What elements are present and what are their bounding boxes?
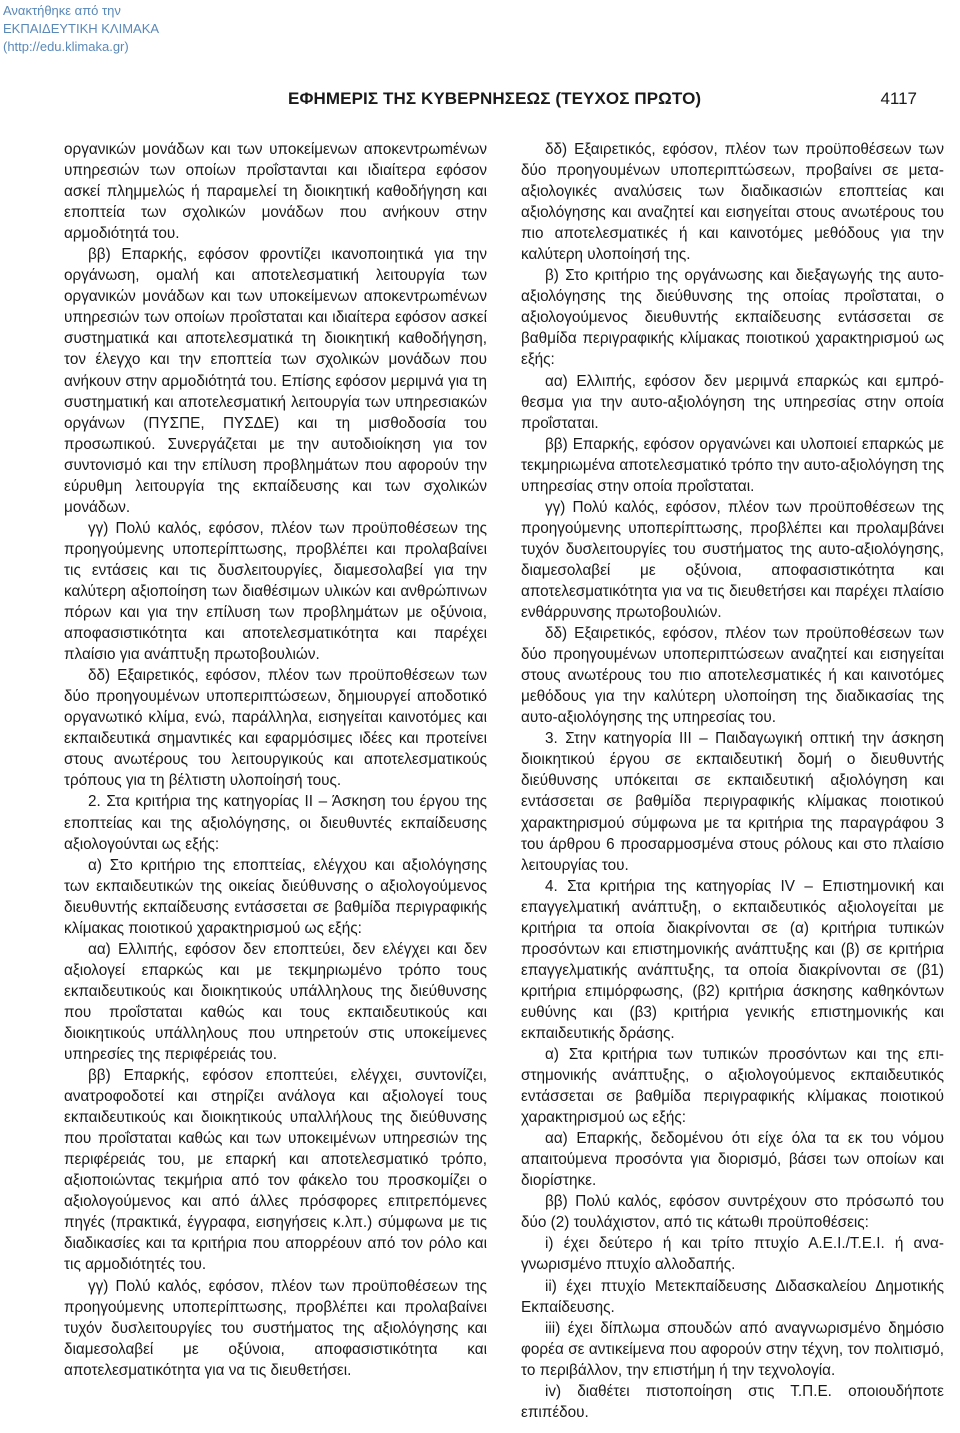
paragraph: iv) διαθέτει πιστοποίηση στις Τ.Π.Ε. οποιουδήποτε επιπέδου. [521, 1382, 944, 1421]
paragraph: οργανικών μονάδων και των υποκείμενων αποκεντρωmένων υπηρεσιών των οποίων προΐστανται και ιδιαίτερα εφόσον ασκεί πλημμελώς ή παραμελεί τη διοικητική καθοδήγηση και εποπτεία των σχολικών μονάδων που ανήκουν στην αρμοδιότητά του. [64, 141, 487, 243]
paragraph: ββ) Επαρκής, εφόσον εποπτεύει, ελέγχει, συντονίζει, ανατροφοδοτεί και στηρίζει ανάλογα και αξιολογεί τους εκπαιδευτικούς και διοικητικούς υπαλλήλους της διεύθυνσης που προΐσταται καθώς και των υποκειμένων υπηρεσιών της περιφέρειάς του, με επαρκή και αποτελεσματικό τρόπο, αξιοποιώντας τεκμήρια από τον φάκελο του προσκομίζει ο αξιολογούμενος και από άλλες πρόσφορες επιτρεπόμενες πηγές (πρακτικά, έγγραφα, εισηγήσεις κ.λπ.) σύμφωνα με τις διαδικασίες και τα κριτήρια που απορρέουν από τον ρόλο και τις αρμοδιότητές του. [64, 1067, 487, 1274]
paragraph: αα) Ελλιπής, εφόσον δεν μεριμνά επαρκώς και εμπρόθεσμα για την αυτο-αξιολόγηση της υπηρεσίας στην οποία προΐσταται. [521, 372, 944, 432]
paragraph: α) Στα κριτήρια των τυπικών προσόντων και της επιστημονικής ανάπτυξης, ο αξιολογούμενος εκπαιδευτικός εντάσσεται σε βαθμίδα περιγραφικής κλίμακας ποιοτικού χαρακτηρισμού ως εξής: [521, 1046, 944, 1127]
paragraph: iii) έχει δίπλωμα σπουδών από αναγνωρισμένο δημόσιο φορέα σε αντικείμενα που αφορούν στην τέχνη, τον πολιτισμό, το περιβάλλον, την επιστήμη ή την τεχνολογία. [521, 1319, 944, 1379]
source-watermark [3, 2, 159, 56]
gazette-title: ΕΦΗΜΕΡΙΣ ΤΗΣ ΚΥΒΕΡΝΗΣΕΩΣ (ΤΕΥΧΟΣ ΠΡΩΤΟ) [288, 89, 702, 108]
left-text-column [64, 139, 487, 1381]
paragraph: ββ) Επαρκής, εφόσον οργανώνει και υλοποιεί επαρκώς με τεκμηριωμένα αποτελεσματικό τρόπο την αυτο-αξιολόγηση της υπηρεσίας στην οποία προΐσταται. [521, 435, 944, 495]
paragraph: δδ) Εξαιρετικός, εφόσον, πλέον των προϋποθέσεων των δύο προηγουμένων υποπεριπτώσεων, δημιουργεί αποδοτικό οργανωτικό κλίμα, ενώ, παράλληλα, εισηγείται καινοτόμες και εκπαιδευτικά σημαντικές και εφαρμόσιμες ιδέες και προτείνει στους ανωτέρους του λειτουργικούς και αποτελεσματικούς τρόπους για τη βέλτιστη υλοποίησή τους. [64, 667, 487, 790]
paragraph: δδ) Εξαιρετικός, εφόσον, πλέον των προϋποθέσεων των δύο προηγουμένων υποπεριπτώσεων αναζητεί και εισηγείται στους ανωτέρους του πιο αποτελεσματικές ή και καινοτόμες μεθόδους για την καλύτερη υλοποίηση της διαδικασίας της αυτο-αξιολόγησης της υπηρεσίας του. [521, 625, 944, 727]
page-number: 4117 [880, 89, 917, 108]
paragraph: ii) έχει πτυχίο Μετεκπαίδευσης Διδασκαλείου Δημοτικής Εκπαίδευσης. [521, 1277, 944, 1316]
paragraph: 4. Στα κριτήρια της κατηγορίας IV – Επιστημονική και επαγγελματική ανάπτυξη, ο εκπαιδευτικός αξιολογείται με κριτήρια τα οποία διακρίνονται σε (α) κριτήρια τυπικών προσόντων και επιστημονικής ανάπτυξης και (β) σε κριτήρια επαγγελματικής ανάπτυξης, τα οποία διακρίνονται σε (β1) κριτήρια επιμόρφωσης, (β2) κριτήρια άσκησης καθηκόντων ευθύνης και (β3) κριτήρια γενικής επιστημονικής και εκπαιδευτικής δράσης. [521, 877, 944, 1042]
paragraph: γγ) Πολύ καλός, εφόσον, πλέον των προϋποθέσεων της προηγούμενης υποπερίπτωσης, προβλέπει και προλαμβάνει τυχόν δυσλειτουργίες του συστήματος της αυτο-αξιολόγησης, διαμεσολαβεί με οξύνοια, αποφασιστικότητα και αποτελεσματικότητα για να τις διευθετήσει και παρέχει πλαίσιο ενθάρρυνσης πρωτοβουλιών. [521, 498, 944, 622]
page-header [64, 89, 917, 117]
paragraph: β) Στο κριτήριο της οργάνωσης και διεξαγωγής της αυτο-αξιολόγησης της διεύθυνσης της οποίας προΐσταται, ο αξιολογούμενος διευθυντής εκπαίδευσης εντάσσεται σε βαθμίδα περιγραφικής κλίμακας ποιοτικού χαρακτηρισμού ως εξής: [521, 267, 944, 369]
paragraph: i) έχει δεύτερο ή και τρίτο πτυχίο Α.Ε.Ι./Τ.Ε.Ι. ή αναγνωρισμένο πτυχίο αλλοδαπής. [521, 1235, 944, 1274]
paragraph: δδ) Εξαιρετικός, εφόσον, πλέον των προϋποθέσεων των δύο προηγουμένων υποπεριπτώσεων, προβαίνει σε μετα-αξιολογικές αναλύσεις των διαδικασιών εποπτείας και αξιολόγησης και αναζητεί και εισηγείται στους ανωτέρους του πιο αποτελεσματικές ή και καινοτόμες μεθόδους για την καλύτερη υλοποίησή της. [521, 141, 944, 264]
watermark-line-url[interactable]: (http://edu.klimaka.gr) [3, 39, 129, 54]
paragraph: 3. Στην κατηγορία ΙΙΙ – Παιδαγωγική οπτική την άσκηση διοικητικού έργου σε εκπαιδευτική δομή ο διευθυντής διεύθυνσης υπόκειται σε εκπαιδευτική αξιολόγηση και εντάσσεται σε βαθμίδα περιγραφικής κλίμακας ποιοτικού χαρακτηρισμού σύμφωνα με τα κριτήρια της παραγράφου 3 του άρθρου 6 προσαρμοσμένα στους ρόλους και στο πλαίσιο λειτουργίας του. [521, 730, 944, 874]
paragraph: γγ) Πολύ καλός, εφόσον, πλέον των προϋποθέσεων της προηγούμενης υποπερίπτωσης, προβλέπει και προλαβαίνει τις εντάσεις και τις δυσλειτουργίες, διαμεσολαβεί για την καλύτερη αξιοποίηση των διαθέσιμων υλικών και ανθρώπινων πόρων και για την επίλυση των προβλημάτων με οξύνοια, αποφασιστικότητα και αποτελεσματικότητα και παρέχει πλαίσιο για ανάπτυξη πρωτοβουλιών. [64, 519, 487, 664]
paragraph: ββ) Επαρκής, εφόσον φροντίζει ικανοποιητικά για την οργάνωση, ομαλή και αποτελεσματική λειτουργία των οργανικών μονάδων και των υποκείμενων αποκεντρωmένων υπηρεσιών των οποίων προΐσταται και ιδιαίτερα εφόσον ασκεί συστηματικά και αποτελεσματικά τη διοικητική καθοδήγηση, τον έλεγχο και την εποπτεία των σχολικών μονάδων που ανήκουν στην αρμοδιότητά του. Επίσης εφόσον μεριμνά για τη συστηματική και αποτελεσματική λειτουργία των υπηρεσιακών οργάνων (ΠΥΣΠΕ, ΠΥΣΔΕ) και τη μισθοδοσία του προσωπικού. Συνεργάζεται με την αυτοδιοίκηση για τον συντονισμό και την επίλυση προβλημάτων που αφορούν την εύρυθμη λειτουργία της εκπαίδευσης και των σχολικών μονάδων. [64, 246, 487, 516]
right-text-column [521, 139, 944, 1423]
paragraph: ββ) Πολύ καλός, εφόσον συντρέχουν στο πρόσωπό του δύο (2) τουλάχιστον, από τις κάτωθι προϋποθέσεις: [521, 1193, 944, 1232]
paragraph: α) Στο κριτήριο της εποπτείας, ελέγχου και αξιολόγησης των εκπαιδευτικών της οικείας διεύθυνσης ο αξιολογούμενος διευθυντής εκπαίδευσης εντάσσεται σε βαθμίδα περιγραφικής κλίμακας ποιοτικού χαρακτηρισμού ως εξής: [64, 856, 487, 937]
watermark-line-site-name: ΕΚΠΑΙΔΕΥΤΙΚΗ ΚΛΙΜΑΚΑ [3, 21, 160, 36]
paragraph: γγ) Πολύ καλός, εφόσον, πλέον των προϋποθέσεων της προηγούμενης υποπερίπτωσης, προβλέπει και προλαβαίνει τυχόν δυσλειτουργίες του συστήματος της αξιολόγησης και διαμεσολαβεί με οξύνοια, αποφασιστικότητα και αποτελεσματικότητα για να τις διευθετήσει. [64, 1277, 487, 1379]
paragraph: 2. Στα κριτήρια της κατηγορίας ΙΙ – Άσκηση του έργου της εποπτείας και της αξιολόγησης, οι διευθυντές εκπαίδευσης αξιολογούνται ως εξής: [64, 793, 487, 853]
paragraph: αα) Επαρκής, δεδομένου ότι είχε όλα τα εκ του νόμου απαιτούμενα προσόντα για διορισμό, βάσει των οποίων και διορίστηκε. [521, 1130, 944, 1190]
watermark-line-retrieved: Ανακτήθηκε από την [3, 3, 121, 18]
paragraph: αα) Ελλιπής, εφόσον δεν εποπτεύει, δεν ελέγχει και δεν αξιολογεί επαρκώς και με τεκμηριωμένο τρόπο τους εκπαιδευτικούς και διοικητικούς υπάλληλους της διεύθυνσης που προΐσταται καθώς και τους εκπαιδευτικούς και διοικητικούς υπάλληλους που υπηρετούν στις υποκείμενες υπηρεσίες της περιφέρειάς του. [64, 940, 487, 1064]
